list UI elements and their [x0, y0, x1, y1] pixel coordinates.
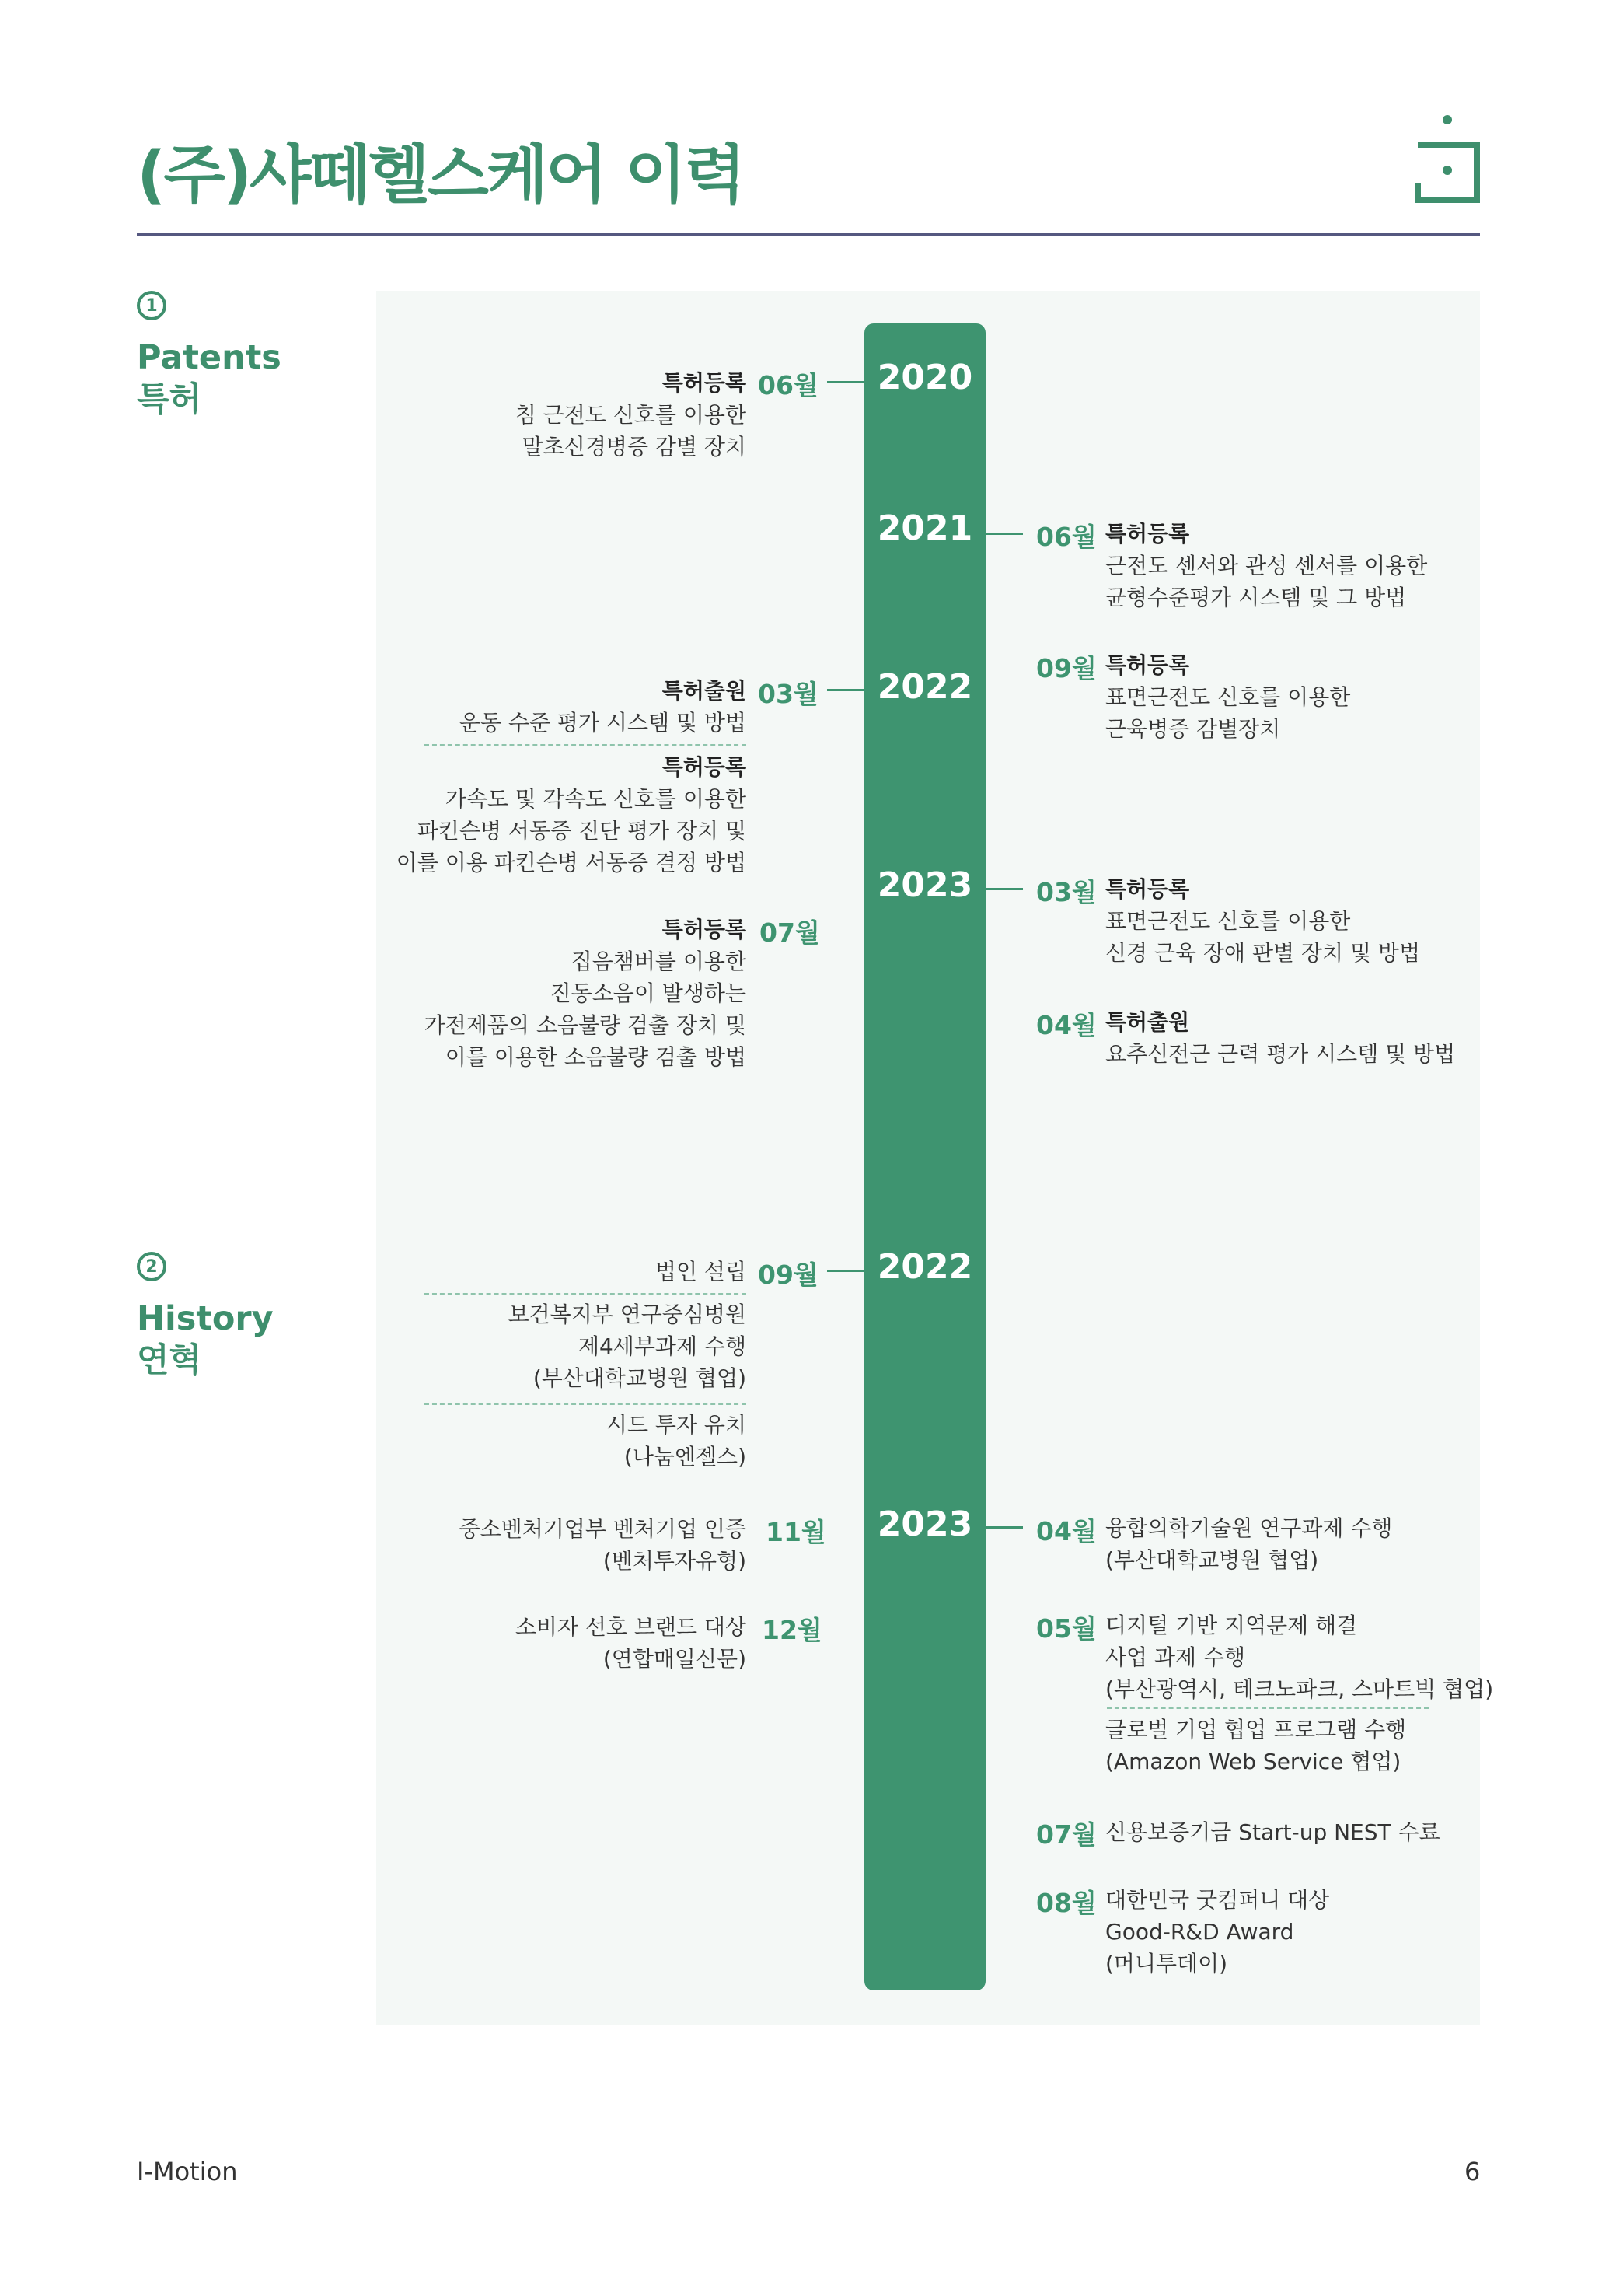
entry-text: (Amazon Web Service 협업): [1105, 1749, 1401, 1774]
entry-text: 소비자 선호 브랜드 대상: [515, 1614, 746, 1640]
month-label: 08월: [1036, 1888, 1097, 1918]
entry-text: 표면근전도 신호를 이용한: [1105, 684, 1351, 710]
entry-text: (부산대학교병원 협업): [532, 1365, 746, 1391]
entry-text: 보건복지부 연구중심병원: [508, 1302, 746, 1327]
entry-text: 파킨슨병 서동증 진단 평가 장치 및: [417, 818, 746, 844]
page-title: (주)샤떼헬스케어 이력: [137, 138, 744, 212]
entry-type: 특허등록: [1105, 521, 1190, 547]
entry-text: 근육병증 감별장치: [1105, 716, 1281, 742]
entry-type: 특허출원: [661, 678, 746, 704]
section-title-ko: 특허: [137, 380, 202, 419]
entry-text: (연합매일신문): [602, 1646, 746, 1672]
section-number-badge: 1: [137, 291, 166, 320]
entry-text: 말초신경병증 감별 장치: [522, 434, 746, 460]
year-label: 2022: [877, 1247, 973, 1287]
section-title-en: History: [137, 1299, 274, 1338]
entry-divider: [424, 744, 746, 746]
entry-type: 특허등록: [661, 370, 746, 396]
timeline-entry: [0, 914, 746, 1073]
month-label: 04월: [1036, 1010, 1097, 1040]
timeline-entry: [1105, 873, 1420, 969]
entry-text: 신경 근육 장애 판별 장치 및 방법: [1105, 940, 1421, 966]
entry-text: 법인 설립: [654, 1259, 746, 1284]
timeline-entry: [1105, 1816, 1440, 1848]
timeline-connector: [827, 1270, 864, 1272]
entry-type: 특허등록: [1105, 876, 1190, 902]
timeline-connector: [986, 533, 1023, 535]
entry-text: (부산대학교병원 협업): [1105, 1547, 1319, 1573]
timeline-connector: [827, 381, 864, 383]
timeline-entry: [0, 1298, 746, 1394]
entry-text: (벤처투자유형): [602, 1548, 746, 1574]
timeline-entry: [1105, 1006, 1455, 1070]
entry-text: Good-R&D Award: [1105, 1919, 1294, 1945]
month-label: 06월: [758, 370, 818, 400]
entry-divider: [424, 1293, 746, 1295]
timeline-entry: [0, 1409, 746, 1473]
month-label: 04월: [1036, 1516, 1097, 1546]
timeline-connector: [827, 689, 864, 691]
entry-type: 특허등록: [1105, 652, 1190, 678]
section-number-badge: 2: [137, 1252, 166, 1281]
entry-text: 글로벌 기업 협업 프로그램 수행: [1105, 1717, 1407, 1742]
timeline-entry: [0, 675, 746, 739]
month-label: 06월: [1036, 522, 1097, 552]
entry-text: (부산광역시, 테크노파크, 스마트빅 협업): [1105, 1676, 1494, 1702]
timeline-entry: [0, 1513, 746, 1577]
entry-text: 침 근전도 신호를 이용한: [515, 402, 746, 428]
title-divider: [137, 233, 1480, 236]
entry-text: 대한민국 굿컴퍼니 대상: [1105, 1887, 1330, 1913]
year-label: 2023: [877, 865, 973, 905]
entry-text: 근전도 센서와 관성 센서를 이용한: [1105, 553, 1428, 578]
timeline-bar: [864, 323, 986, 1990]
entry-text: 이를 이용 파킨슨병 서동증 결정 방법: [396, 850, 746, 875]
year-label: 2022: [877, 667, 973, 707]
timeline-entry: [1105, 1609, 1493, 1705]
timeline-entry: [1105, 1884, 1329, 1980]
month-label: 09월: [758, 1260, 818, 1290]
timeline-entry: [0, 1611, 746, 1675]
entry-text: 융합의학기술원 연구과제 수행: [1105, 1515, 1393, 1541]
entry-text: 디지털 기반 지역문제 해결: [1105, 1613, 1358, 1638]
entry-text: 가속도 및 각속도 신호를 이용한: [445, 786, 746, 812]
timeline-connector: [986, 1526, 1023, 1529]
timeline-entry: [0, 751, 746, 879]
entry-text: 요추신전근 근력 평가 시스템 및 방법: [1105, 1041, 1456, 1067]
entry-type: 특허등록: [661, 917, 746, 942]
entry-text: 사업 과제 수행: [1105, 1644, 1246, 1670]
month-label: 12월: [762, 1615, 822, 1645]
month-label: 07월: [1036, 1819, 1097, 1850]
entry-text: 균형수준평가 시스템 및 그 방법: [1105, 585, 1407, 610]
entry-text: (머니투데이): [1105, 1951, 1228, 1976]
entry-type: 특허등록: [661, 754, 746, 780]
month-label: 05월: [1036, 1613, 1097, 1644]
entry-text: 중소벤처기업부 벤처기업 인증: [459, 1516, 746, 1542]
entry-text: 가전제품의 소음불량 검출 장치 및: [424, 1012, 746, 1038]
entry-text: 집음챔버를 이용한: [571, 949, 746, 974]
page-number: 6: [1464, 2157, 1481, 2186]
timeline-entry: [1105, 649, 1350, 745]
entry-text: 진동소음이 발생하는: [550, 980, 746, 1006]
timeline-entry: [0, 1256, 746, 1288]
brand-logo-icon: [1415, 114, 1480, 203]
timeline-connector: [986, 888, 1023, 890]
month-label: 09월: [1036, 653, 1097, 683]
year-label: 2020: [877, 358, 973, 397]
entry-text: 신용보증기금 Start-up NEST 수료: [1105, 1819, 1440, 1845]
section-title-en: Patents: [137, 338, 281, 377]
month-label: 11월: [766, 1517, 826, 1547]
timeline-entry: [1105, 1512, 1392, 1576]
entry-text: 이를 이용한 소음불량 검출 방법: [445, 1044, 746, 1070]
entry-text: 제4세부과제 수행: [578, 1333, 746, 1359]
year-label: 2023: [877, 1504, 973, 1544]
entry-text: (나눔엔젤스): [623, 1444, 746, 1470]
entry-text: 시드 투자 유치: [606, 1412, 746, 1438]
entry-divider: [1107, 1707, 1429, 1709]
month-label: 03월: [758, 679, 818, 709]
entry-text: 운동 수준 평가 시스템 및 방법: [459, 710, 746, 736]
section-title-ko: 연혁: [137, 1341, 202, 1380]
entry-divider: [424, 1403, 746, 1405]
timeline-entry: [1105, 1714, 1406, 1777]
month-label: 03월: [1036, 877, 1097, 907]
entry-text: 표면근전도 신호를 이용한: [1105, 908, 1351, 934]
entry-type: 특허출원: [1105, 1009, 1190, 1035]
timeline-entry: [0, 367, 746, 463]
footer-brand: I-Motion: [137, 2157, 238, 2186]
year-label: 2021: [877, 508, 973, 548]
timeline-entry: [1105, 518, 1427, 613]
month-label: 07월: [759, 917, 820, 948]
